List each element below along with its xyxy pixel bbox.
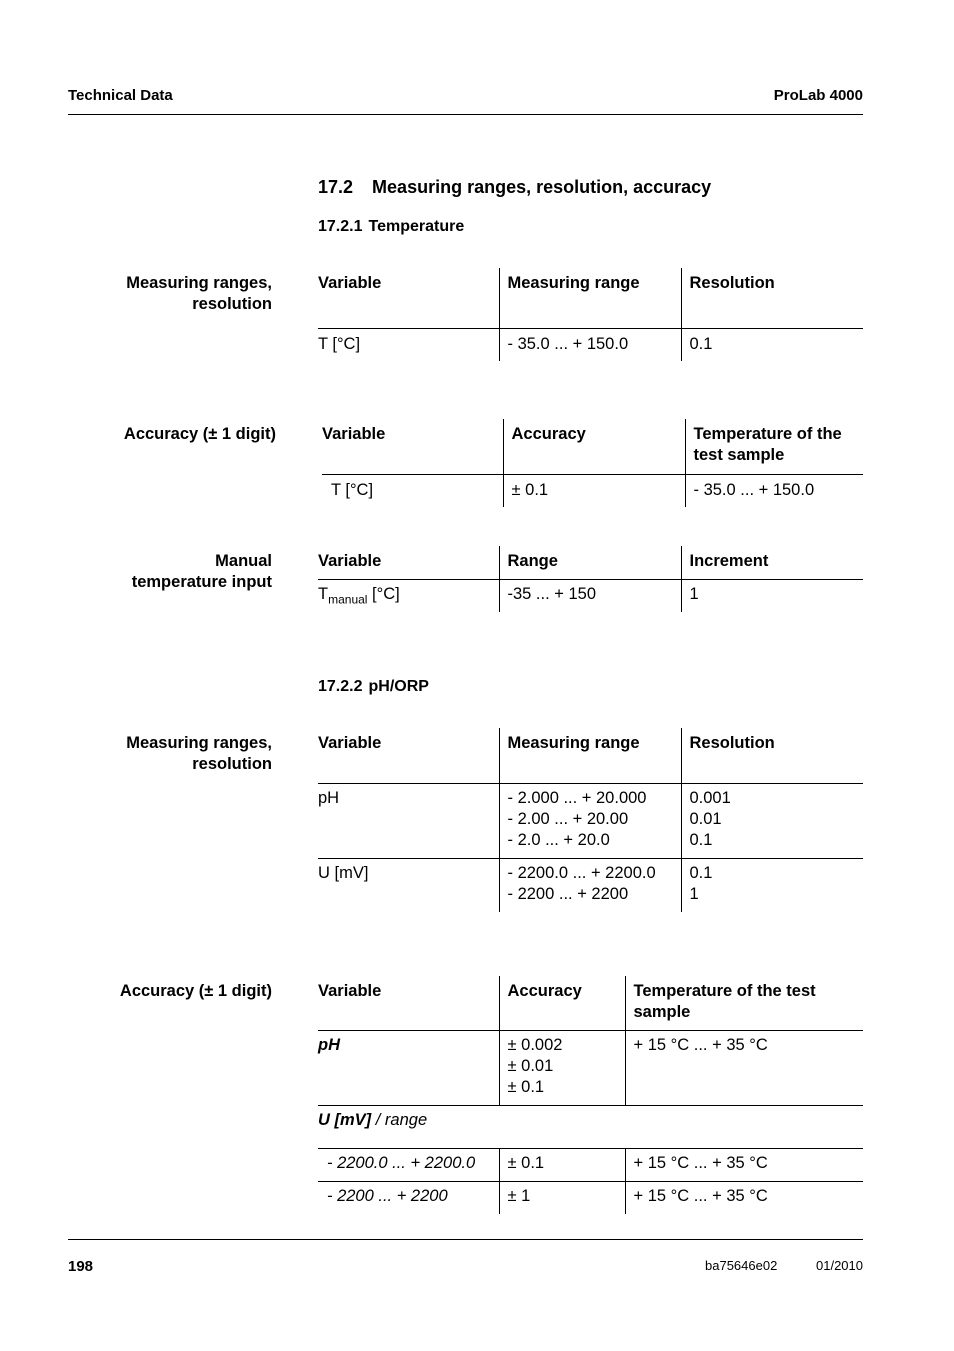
side-label-temp-ranges bbox=[68, 273, 272, 315]
cell-variable: pH bbox=[318, 1031, 499, 1106]
resolution-line: 0.01 bbox=[689, 810, 722, 828]
table-header-row bbox=[318, 268, 863, 329]
var-subscript: manual bbox=[328, 592, 368, 607]
table-row bbox=[318, 580, 863, 613]
side-label-line: Manual bbox=[215, 552, 272, 570]
footer-rule bbox=[68, 1239, 863, 1240]
cell-temp: + 15 °C ... + 35 °C bbox=[625, 1182, 863, 1215]
table-header-row bbox=[318, 976, 863, 1031]
subsection-title: pH/ORP bbox=[368, 678, 429, 695]
side-label-line: resolution bbox=[192, 295, 272, 313]
header-cell: Accuracy bbox=[499, 976, 625, 1031]
header-cell: Variable bbox=[318, 728, 499, 784]
header-cell: Variable bbox=[318, 976, 499, 1031]
table-row bbox=[322, 475, 863, 508]
cell-range: - 2200 ... + 2200 bbox=[327, 1187, 448, 1205]
resolution-line: 0.1 bbox=[689, 864, 713, 882]
table-row bbox=[318, 329, 863, 362]
cell-variable: pH bbox=[318, 784, 499, 859]
mv-subheading-rest: / range bbox=[371, 1111, 428, 1129]
header-cell: Variable bbox=[322, 419, 503, 475]
header-cell: Resolution bbox=[681, 728, 863, 784]
side-label-line: Measuring ranges, bbox=[126, 734, 272, 752]
cell-accuracy: ± 0.1 bbox=[499, 1149, 625, 1182]
cell-temp: - 35.0 ... + 150.0 bbox=[685, 475, 863, 508]
page-number: 198 bbox=[68, 1258, 94, 1275]
subsection-heading-ph bbox=[318, 678, 429, 696]
accuracy-line: ± 0.002 bbox=[507, 1036, 563, 1054]
range-line: - 2.00 ... + 20.00 bbox=[507, 810, 629, 828]
cell-range: - 2200.0 ... + 2200.0 bbox=[318, 1149, 499, 1182]
accuracy-line: ± 0.01 bbox=[507, 1057, 554, 1075]
header-cell: Accuracy bbox=[503, 419, 685, 475]
range-line: - 2200 ... + 2200 bbox=[507, 885, 629, 903]
table-row bbox=[318, 1031, 863, 1106]
header-left: Technical Data bbox=[68, 87, 173, 104]
range-line: - 2200.0 ... + 2200.0 bbox=[507, 864, 656, 882]
cell-resolutions bbox=[681, 859, 863, 913]
header-line: Temperature of the test bbox=[633, 982, 816, 1000]
cell-accuracies bbox=[499, 1031, 625, 1106]
side-label-line: temperature input bbox=[131, 573, 272, 591]
subsection-number: 17.2.2 bbox=[318, 678, 363, 695]
side-label-line: Measuring ranges, bbox=[126, 274, 272, 292]
temp-ranges-table bbox=[318, 268, 863, 361]
cell-variable: T [°C] bbox=[318, 335, 361, 353]
cell-ranges bbox=[499, 784, 681, 859]
ph-ranges-table bbox=[318, 728, 863, 912]
section-title: Measuring ranges, resolution, accuracy bbox=[372, 177, 712, 197]
range-line: - 2.0 ... + 20.0 bbox=[507, 831, 610, 849]
section-heading bbox=[318, 177, 711, 198]
ph-accuracy-table bbox=[318, 976, 863, 1214]
side-label-ph-ranges bbox=[68, 733, 272, 775]
header-cell: Variable bbox=[318, 546, 499, 580]
header-rule bbox=[68, 114, 863, 115]
var-main: T bbox=[318, 585, 329, 603]
temp-accuracy-table bbox=[322, 419, 863, 507]
cell-temp: + 15 °C ... + 35 °C bbox=[625, 1149, 863, 1182]
side-label-manual-temp bbox=[68, 551, 272, 593]
header-cell: Range bbox=[499, 546, 681, 580]
cell-accuracy: ± 1 bbox=[499, 1182, 625, 1215]
cell-variable: T [°C] bbox=[331, 481, 374, 499]
range-line: - 2.000 ... + 20.000 bbox=[507, 789, 647, 807]
mv-subheading-bold: U [mV] bbox=[318, 1111, 372, 1129]
header-cell: Variable bbox=[318, 268, 499, 329]
cell-range: - 35.0 ... + 150.0 bbox=[499, 329, 681, 362]
mv-subheading bbox=[318, 1106, 863, 1149]
side-label-line: resolution bbox=[192, 755, 272, 773]
table-row bbox=[318, 859, 863, 913]
header-line: test sample bbox=[693, 446, 785, 464]
table-subheading-row bbox=[318, 1106, 863, 1149]
cell-ranges bbox=[499, 859, 681, 913]
cell-temp: + 15 °C ... + 35 °C bbox=[625, 1031, 863, 1106]
cell-variable: U [mV] bbox=[318, 864, 369, 882]
subsection-title: Temperature bbox=[368, 218, 465, 235]
resolution-line: 0.001 bbox=[689, 789, 731, 807]
header-line: Temperature of the bbox=[693, 425, 842, 443]
table-row bbox=[318, 1149, 863, 1182]
header-cell: Measuring range bbox=[499, 268, 681, 329]
side-label-temp-accuracy: Accuracy (± 1 digit) bbox=[123, 425, 276, 443]
table-header-row bbox=[322, 419, 863, 475]
cell-range: -35 ... + 150 bbox=[499, 580, 681, 613]
header-cell: Measuring range bbox=[499, 728, 681, 784]
header-right: ProLab 4000 bbox=[773, 87, 863, 104]
cell-variable bbox=[318, 580, 499, 613]
table-row bbox=[318, 784, 863, 859]
table-header-row bbox=[318, 546, 863, 580]
subsection-heading-temperature bbox=[318, 218, 464, 236]
cell-resolutions bbox=[681, 784, 863, 859]
subsection-number: 17.2.1 bbox=[318, 218, 363, 235]
header-cell: Increment bbox=[681, 546, 863, 580]
header-line: sample bbox=[633, 1003, 691, 1021]
resolution-line: 0.1 bbox=[689, 831, 713, 849]
header-cell: Resolution bbox=[681, 268, 863, 329]
header-cell bbox=[625, 976, 863, 1031]
table-header-row bbox=[318, 728, 863, 784]
var-unit: [°C] bbox=[367, 585, 400, 603]
side-label-ph-accuracy: Accuracy (± 1 digit) bbox=[119, 982, 272, 1000]
doc-date: 01/2010 bbox=[816, 1258, 863, 1273]
section-number: 17.2 bbox=[318, 177, 354, 197]
cell-accuracy: ± 0.1 bbox=[503, 475, 685, 508]
resolution-line: 1 bbox=[689, 885, 699, 903]
accuracy-line: ± 0.1 bbox=[507, 1078, 545, 1096]
manual-temp-table bbox=[318, 546, 863, 612]
header-cell bbox=[685, 419, 863, 475]
doc-id: ba75646e02 bbox=[705, 1258, 778, 1273]
table-row bbox=[318, 1182, 863, 1215]
cell-resolution: 0.1 bbox=[681, 329, 863, 362]
cell-increment: 1 bbox=[681, 580, 863, 613]
